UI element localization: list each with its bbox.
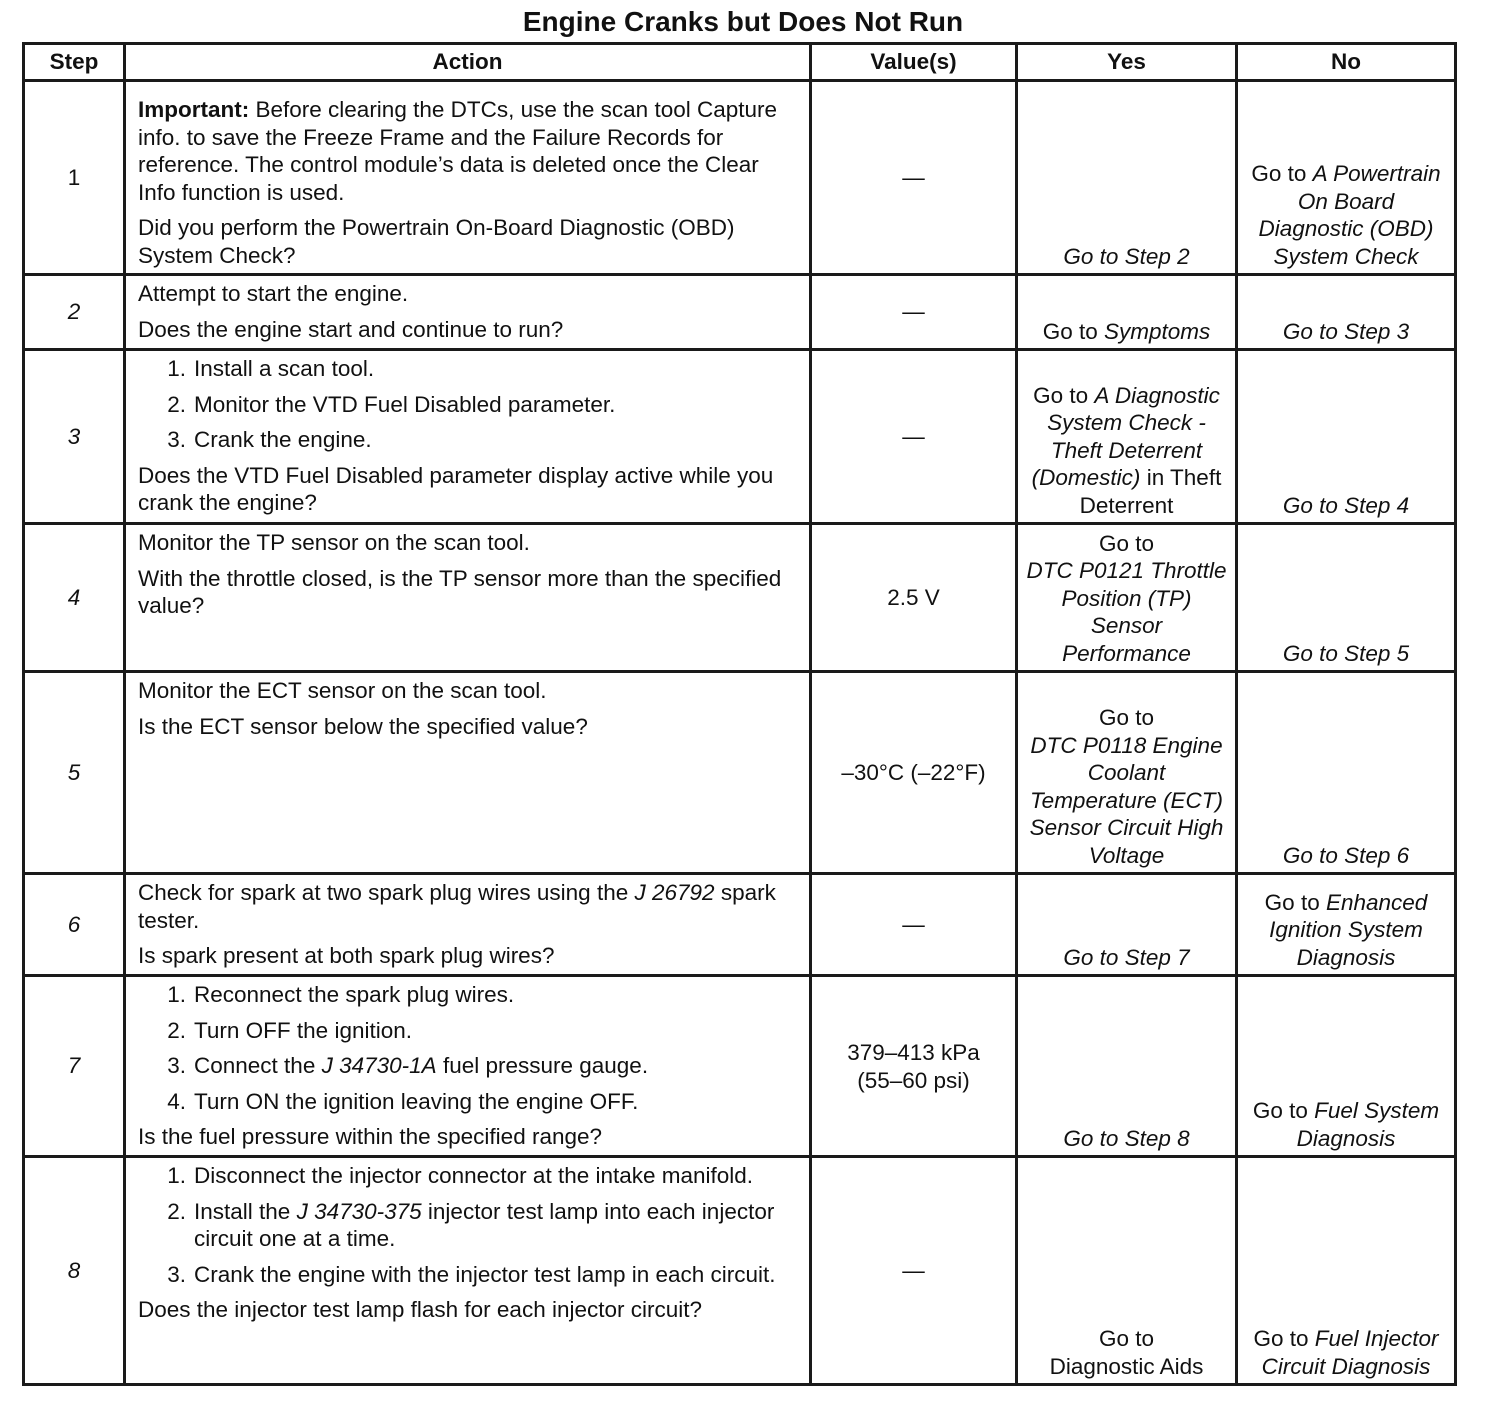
value-cell: 2.5 V (811, 524, 1017, 672)
step-number: 6 (24, 874, 125, 976)
table-row-step-8 (24, 1157, 1456, 1385)
value-cell: — (811, 1157, 1017, 1385)
no-cell (1237, 275, 1456, 350)
action-cell (125, 350, 811, 524)
list-item: 3. Connect the J 34730-1A fuel pressure gauge. (167, 1053, 649, 1078)
no-cell (1237, 81, 1456, 275)
no-prefix: Go to (1253, 1326, 1315, 1351)
no-link[interactable]: A Powertrain On Board Diagnostic (OBD) System Check (1258, 161, 1441, 269)
yes-link[interactable]: Go to Step 7 (1063, 944, 1190, 970)
no-prefix: Go to (1251, 161, 1313, 186)
yes-cell (1017, 1157, 1237, 1385)
value-line: (55–60 psi) (857, 1067, 970, 1093)
table-row-step-1 (24, 81, 1456, 275)
step-number: 8 (24, 1157, 125, 1385)
list-item: 4. Turn ON the ignition leaving the engine OFF. (167, 1088, 639, 1114)
question-text: Did you perform the Powertrain On-Board Diagnostic (OBD) System Check? (138, 215, 735, 268)
action-intro: Monitor the ECT sensor on the scan tool. (138, 678, 547, 703)
yes-link[interactable]: Go to Step 8 (1063, 1125, 1190, 1151)
header-action: Action (125, 44, 811, 81)
step-number: 3 (24, 350, 125, 524)
no-link[interactable]: Fuel System Diagnosis (1296, 1098, 1440, 1151)
question-text: Does the VTD Fuel Disabled parameter display active while you crank the engine? (138, 462, 774, 515)
question-text: Is spark present at both spark plug wires? (138, 943, 555, 968)
yes-cell (1017, 524, 1237, 672)
table-row-step-2 (24, 275, 1456, 350)
yes-link[interactable]: DTC P0121 Throttle Position (TP) Sensor Performance (1026, 558, 1227, 666)
no-cell (1237, 524, 1456, 672)
step-number: 1 (24, 81, 125, 275)
table-row-step-7 (24, 976, 1456, 1157)
table-row-step-6 (24, 874, 1456, 976)
header-no: No (1237, 44, 1456, 81)
question-text: Does the engine start and continue to run? (138, 316, 564, 342)
yes-link[interactable]: Diagnostic Aids (1049, 1353, 1204, 1379)
question-text: Is the ECT sensor below the specified value? (138, 713, 588, 739)
yes-prefix: Go to (1098, 530, 1155, 556)
list-item: 1. Disconnect the injector connector at the intake manifold. (167, 1163, 754, 1188)
no-link[interactable]: Go to Step 5 (1282, 640, 1410, 666)
value-cell: — (811, 874, 1017, 976)
value-cell (811, 976, 1017, 1157)
step-number: 4 (24, 524, 125, 672)
question-text: Does the injector test lamp flash for each injector circuit? (138, 1297, 703, 1322)
yes-suffix: in Theft Deterrent (1079, 465, 1222, 518)
step-number: 7 (24, 976, 125, 1157)
no-cell (1237, 874, 1456, 976)
action-cell (125, 672, 811, 874)
yes-prefix: Go to (1033, 382, 1095, 408)
no-link[interactable]: Go to Step 6 (1282, 842, 1410, 868)
action-steps (138, 1162, 799, 1288)
no-prefix: Go to (1252, 1098, 1315, 1123)
no-link[interactable]: Go to Step 3 (1282, 318, 1410, 344)
yes-link[interactable]: DTC P0118 Engine Coolant Temperature (ECT) Sensor Circuit High Voltage (1029, 732, 1224, 868)
important-note (138, 96, 799, 206)
action-intro: Monitor the TP sensor on the scan tool. (138, 530, 530, 555)
action-cell (125, 874, 811, 976)
tool-number: J 34730-375 (296, 1198, 422, 1224)
yes-prefix: Go to (1098, 705, 1155, 730)
page-title: Engine Cranks but Does Not Run (522, 6, 964, 37)
header-step: Step (24, 44, 125, 81)
list-item: 3. Crank the engine. (167, 427, 372, 452)
yes-link[interactable]: A Diagnostic System Check - Theft Deterrent (Domestic) (1031, 382, 1220, 490)
table-row-step-4 (24, 524, 1456, 672)
yes-link[interactable]: Go to Step 2 (1063, 243, 1190, 269)
value-cell: –30°C (–22°F) (811, 672, 1017, 874)
action-cell (125, 1157, 811, 1385)
action-cell (125, 81, 811, 275)
no-cell (1237, 672, 1456, 874)
value-cell: — (811, 81, 1017, 275)
no-cell (1237, 976, 1456, 1157)
yes-link[interactable]: Symptoms (1104, 318, 1211, 344)
action-intro: Attempt to start the engine. (138, 281, 409, 306)
yes-cell (1017, 672, 1237, 874)
question-text: With the throttle closed, is the TP sensor more than the specified value? (138, 565, 782, 618)
no-prefix: Go to (1264, 889, 1326, 915)
header-yes: Yes (1017, 44, 1237, 81)
tool-number: J 34730-1A (321, 1053, 437, 1078)
tool-number: J 26792 (634, 880, 715, 905)
header-values: Value(s) (811, 44, 1017, 81)
yes-cell (1017, 81, 1237, 275)
step-number: 2 (24, 275, 125, 350)
important-text: Before clearing the DTCs, use the scan tool Capture info. to save the Freeze Frame and the Failure Records for reference. The control module’s data is deleted once the Clear Info function is used. (138, 97, 778, 205)
header-row (24, 44, 1456, 81)
value-cell: — (811, 275, 1017, 350)
no-cell (1237, 350, 1456, 524)
no-link[interactable]: Enhanced Ignition System Diagnosis (1269, 889, 1428, 970)
yes-cell (1017, 976, 1237, 1157)
no-link[interactable]: Go to Step 4 (1282, 492, 1410, 518)
action-cell (125, 275, 811, 350)
list-item: 3. Crank the engine with the injector test lamp in each circuit. (167, 1261, 776, 1287)
table-row-step-3 (24, 350, 1456, 524)
action-cell (125, 976, 811, 1157)
question-text: Is the fuel pressure within the specified range? (138, 1124, 603, 1149)
important-label: Important: (138, 97, 250, 122)
yes-cell (1017, 874, 1237, 976)
yes-prefix: Go to (1098, 1326, 1155, 1351)
action-cell (125, 524, 811, 672)
yes-cell (1017, 275, 1237, 350)
no-link[interactable]: Fuel Injector Circuit Diagnosis (1261, 1326, 1439, 1379)
table-row-step-5 (24, 672, 1456, 874)
list-item: 2. Turn OFF the ignition. (167, 1017, 413, 1043)
list-item: 1. Reconnect the spark plug wires. (167, 982, 515, 1007)
yes-cell (1017, 350, 1237, 524)
yes-prefix: Go to (1042, 318, 1104, 344)
action-steps (138, 355, 799, 454)
value-line: 379–413 kPa (847, 1040, 980, 1065)
list-item: 2. Monitor the VTD Fuel Disabled parameter. (167, 391, 616, 417)
list-item: 2. Install the J 34730-375 injector test lamp into each injector circuit one at a time. (167, 1198, 775, 1251)
action-steps (138, 981, 799, 1115)
step-number: 5 (24, 672, 125, 874)
value-cell: — (811, 350, 1017, 524)
action-intro: Check for spark at two spark plug wires using the J 26792 spark tester. (138, 880, 776, 933)
no-cell (1237, 1157, 1456, 1385)
list-item: 1. Install a scan tool. (167, 356, 375, 381)
diagnostic-table (22, 42, 1457, 1386)
